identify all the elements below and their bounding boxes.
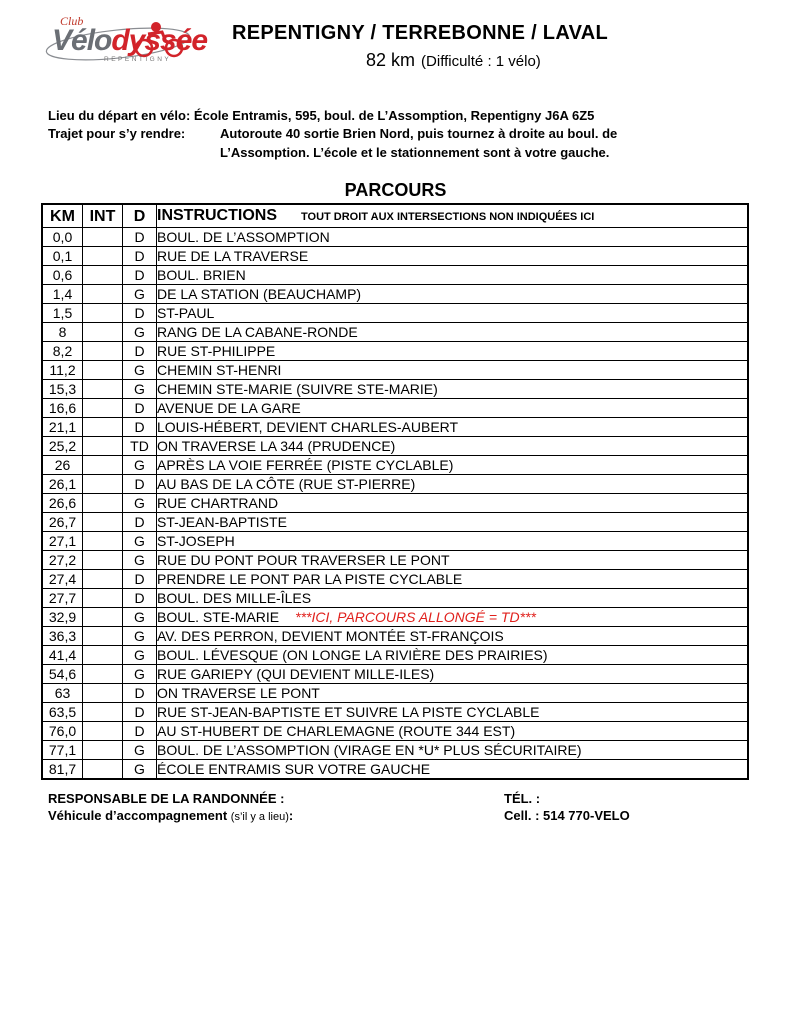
direction-cell: D xyxy=(123,589,157,608)
direction-cell: G xyxy=(123,646,157,665)
instruction-cell xyxy=(157,532,748,551)
direction-cell: D xyxy=(123,722,157,741)
instruction-cell xyxy=(157,551,748,570)
direction-cell: D xyxy=(123,570,157,589)
table-row xyxy=(43,570,748,589)
direction-cell: G xyxy=(123,532,157,551)
int-cell xyxy=(83,532,123,551)
parcours-title: PARCOURS xyxy=(344,180,447,200)
instruction-cell xyxy=(157,380,748,399)
int-cell xyxy=(83,494,123,513)
instruction-cell xyxy=(157,247,748,266)
int-cell xyxy=(83,342,123,361)
direction-cell: D xyxy=(123,513,157,532)
instruction-text: CHEMIN ST-HENRI xyxy=(157,361,282,378)
direction-cell: D xyxy=(123,475,157,494)
instruction-cell xyxy=(157,741,748,760)
km-cell: 8 xyxy=(43,323,83,342)
instruction-cell xyxy=(157,399,748,418)
instruction-text: ON TRAVERSE LA 344 (PRUDENCE) xyxy=(157,437,396,454)
int-cell xyxy=(83,551,123,570)
table-row xyxy=(43,760,748,779)
instruction-cell xyxy=(157,361,748,380)
table-row xyxy=(43,437,748,456)
table-row xyxy=(43,494,748,513)
direction-cell: G xyxy=(123,760,157,779)
instruction-text: CHEMIN STE-MARIE (SUIVRE STE-MARIE) xyxy=(157,380,438,397)
table-row xyxy=(43,703,748,722)
km-cell: 81,7 xyxy=(43,760,83,779)
instruction-text: DE LA STATION (BEAUCHAMP) xyxy=(157,285,362,302)
int-cell xyxy=(83,323,123,342)
instruction-cell xyxy=(157,570,748,589)
instruction-text: AU BAS DE LA CÔTE (RUE ST-PIERRE) xyxy=(157,475,416,492)
instruction-cell xyxy=(157,608,748,627)
direction-cell: G xyxy=(123,627,157,646)
table-row xyxy=(43,456,748,475)
trajet-line-2: L’Assomption. L’école et le stationnement sont à votre gauche. xyxy=(220,145,610,160)
int-cell xyxy=(83,285,123,304)
direction-cell: TD xyxy=(123,437,157,456)
instruction-text: ST-JOSEPH xyxy=(157,532,235,549)
table-row xyxy=(43,551,748,570)
instruction-text: RUE DU PONT POUR TRAVERSER LE PONT xyxy=(157,551,450,568)
table-row xyxy=(43,285,748,304)
header-instructions-label: INSTRUCTIONS xyxy=(157,206,277,224)
int-cell xyxy=(83,228,123,247)
table-row xyxy=(43,684,748,703)
km-cell: 76,0 xyxy=(43,722,83,741)
km-cell: 27,1 xyxy=(43,532,83,551)
instruction-cell xyxy=(157,456,748,475)
int-cell xyxy=(83,703,123,722)
trajet-value-1: Autoroute 40 sortie Brien Nord, puis tournez à droite au boul. de xyxy=(220,126,618,141)
vehicule-line xyxy=(48,808,293,823)
instruction-text: RUE ST-PHILIPPE xyxy=(157,342,276,359)
km-cell: 26,7 xyxy=(43,513,83,532)
km-cell: 15,3 xyxy=(43,380,83,399)
table-row xyxy=(43,608,748,627)
km-cell: 1,4 xyxy=(43,285,83,304)
int-cell xyxy=(83,475,123,494)
instruction-cell xyxy=(157,228,748,247)
instruction-text: RUE CHARTRAND xyxy=(157,494,279,511)
direction-cell: D xyxy=(123,228,157,247)
table-row xyxy=(43,532,748,551)
int-cell xyxy=(83,399,123,418)
int-cell xyxy=(83,266,123,285)
int-cell xyxy=(83,646,123,665)
int-cell xyxy=(83,456,123,475)
km-cell: 0,1 xyxy=(43,247,83,266)
table-row xyxy=(43,627,748,646)
instruction-text: AV. DES PERRON, DEVIENT MONTÉE ST-FRANÇOIS xyxy=(157,627,504,644)
int-cell xyxy=(83,437,123,456)
direction-cell: D xyxy=(123,684,157,703)
instruction-note: ***ICI, PARCOURS ALLONGÉ = TD*** xyxy=(295,608,536,625)
km-cell: 63,5 xyxy=(43,703,83,722)
table-row xyxy=(43,646,748,665)
instruction-text: APRÈS LA VOIE FERRÉE (PISTE CYCLABLE) xyxy=(157,456,454,473)
km-cell: 8,2 xyxy=(43,342,83,361)
km-cell: 36,3 xyxy=(43,627,83,646)
direction-cell: G xyxy=(123,456,157,475)
table-row xyxy=(43,342,748,361)
logo-wordmark xyxy=(52,24,207,58)
table-row xyxy=(43,722,748,741)
table-row xyxy=(43,665,748,684)
instruction-text: RUE GARIEPY (QUI DEVIENT MILLE-ILES) xyxy=(157,665,435,682)
int-cell xyxy=(83,304,123,323)
direction-cell: D xyxy=(123,304,157,323)
table-row xyxy=(43,361,748,380)
direction-cell: G xyxy=(123,608,157,627)
km-cell: 11,2 xyxy=(43,361,83,380)
header-instructions-note: TOUT DROIT AUX INTERSECTIONS NON INDIQUÉES ICI xyxy=(301,210,595,223)
int-cell xyxy=(83,608,123,627)
km-cell: 26 xyxy=(43,456,83,475)
direction-cell: G xyxy=(123,551,157,570)
km-cell: 0,0 xyxy=(43,228,83,247)
instruction-cell xyxy=(157,665,748,684)
table-row xyxy=(43,304,748,323)
instruction-cell xyxy=(157,418,748,437)
table-row xyxy=(43,418,748,437)
header-d: D xyxy=(123,205,157,228)
int-cell xyxy=(83,513,123,532)
int-cell xyxy=(83,361,123,380)
instruction-cell xyxy=(157,342,748,361)
direction-cell: D xyxy=(123,247,157,266)
km-cell: 77,1 xyxy=(43,741,83,760)
table-row xyxy=(43,380,748,399)
instruction-text: PRENDRE LE PONT PAR LA PISTE CYCLABLE xyxy=(157,570,463,587)
instruction-text: ST-PAUL xyxy=(157,304,215,321)
route-subtitle xyxy=(366,50,541,71)
depart-label: Lieu du départ en vélo: xyxy=(48,108,191,123)
table-row xyxy=(43,589,748,608)
cell-number: Cell. : 514 770-VELO xyxy=(504,808,630,823)
direction-cell: G xyxy=(123,380,157,399)
instruction-cell xyxy=(157,589,748,608)
club-velodyssee-logo xyxy=(44,14,208,72)
instruction-cell xyxy=(157,437,748,456)
table-row xyxy=(43,323,748,342)
route-distance: 82 km xyxy=(366,50,416,70)
instruction-cell xyxy=(157,513,748,532)
instruction-text: AVENUE DE LA GARE xyxy=(157,399,301,416)
instruction-cell xyxy=(157,760,748,779)
table-row xyxy=(43,475,748,494)
responsable-label: RESPONSABLE DE LA RANDONNÉE : xyxy=(48,791,285,806)
table-row xyxy=(43,399,748,418)
km-cell: 63 xyxy=(43,684,83,703)
table-row xyxy=(43,266,748,285)
instruction-text: AU ST-HUBERT DE CHARLEMAGNE (ROUTE 344 EST) xyxy=(157,722,516,739)
instruction-text: BOUL. STE-MARIE xyxy=(157,608,280,625)
instruction-text: ST-JEAN-BAPTISTE xyxy=(157,513,287,530)
header-int: INT xyxy=(83,205,123,228)
table-row xyxy=(43,741,748,760)
direction-cell: G xyxy=(123,665,157,684)
logo-subtitle: REPENTIGNY xyxy=(104,56,172,63)
instruction-cell xyxy=(157,285,748,304)
direction-cell: D xyxy=(123,703,157,722)
km-cell: 25,2 xyxy=(43,437,83,456)
instruction-cell xyxy=(157,703,748,722)
header-km: KM xyxy=(43,205,83,228)
instruction-cell xyxy=(157,627,748,646)
instruction-text: ÉCOLE ENTRAMIS SUR VOTRE GAUCHE xyxy=(157,760,431,777)
route-table xyxy=(42,204,748,779)
km-cell: 16,6 xyxy=(43,399,83,418)
header-instructions xyxy=(157,205,748,228)
direction-cell: D xyxy=(123,266,157,285)
instruction-cell xyxy=(157,266,748,285)
vehicule-label: Véhicule d’accompagnement xyxy=(48,808,228,823)
instruction-text: RUE DE LA TRAVERSE xyxy=(157,247,309,264)
km-cell: 27,7 xyxy=(43,589,83,608)
direction-cell: G xyxy=(123,741,157,760)
instruction-text: BOUL. DE L’ASSOMPTION xyxy=(157,228,330,245)
vehicule-colon: : xyxy=(288,808,294,823)
int-cell xyxy=(83,418,123,437)
logo-dyssee-text: dyssée xyxy=(111,24,208,57)
logo-club-text: Club xyxy=(60,14,84,28)
trajet-label: Trajet pour s’y rendre: xyxy=(48,126,186,141)
int-cell xyxy=(83,247,123,266)
instruction-cell xyxy=(157,494,748,513)
int-cell xyxy=(83,627,123,646)
instruction-text: BOUL. BRIEN xyxy=(157,266,246,283)
int-cell xyxy=(83,589,123,608)
logo-velo-text: Vélo xyxy=(52,24,112,57)
instruction-text: RUE ST-JEAN-BAPTISTE ET SUIVRE LA PISTE CYCLABLE xyxy=(157,703,540,720)
direction-cell: G xyxy=(123,494,157,513)
km-cell: 0,6 xyxy=(43,266,83,285)
km-cell: 54,6 xyxy=(43,665,83,684)
route-difficulty: (Difficulté : 1 vélo) xyxy=(421,53,541,70)
instruction-text: LOUIS-HÉBERT, DEVIENT CHARLES-AUBERT xyxy=(157,418,459,435)
km-cell: 41,4 xyxy=(43,646,83,665)
trajet-line xyxy=(48,126,617,141)
direction-cell: D xyxy=(123,342,157,361)
int-cell xyxy=(83,570,123,589)
table-row xyxy=(43,228,748,247)
vehicule-small: (s’il y a lieu) xyxy=(230,811,289,823)
int-cell xyxy=(83,741,123,760)
km-cell: 26,6 xyxy=(43,494,83,513)
instruction-text: RANG DE LA CABANE-RONDE xyxy=(157,323,358,340)
int-cell xyxy=(83,760,123,779)
int-cell xyxy=(83,380,123,399)
depart-line xyxy=(48,108,594,123)
instruction-cell xyxy=(157,722,748,741)
km-cell: 27,4 xyxy=(43,570,83,589)
km-cell: 1,5 xyxy=(43,304,83,323)
instruction-text: BOUL. DE L’ASSOMPTION (VIRAGE EN *U* PLUS SÉCURITAIRE) xyxy=(157,741,582,758)
table-row xyxy=(43,513,748,532)
direction-cell: G xyxy=(123,361,157,380)
direction-cell: G xyxy=(123,285,157,304)
int-cell xyxy=(83,684,123,703)
route-table-body xyxy=(43,228,748,779)
instruction-text: BOUL. LÉVESQUE (ON LONGE LA RIVIÈRE DES PRAIRIES) xyxy=(157,646,548,663)
table-row xyxy=(43,247,748,266)
instruction-cell xyxy=(157,646,748,665)
instruction-cell xyxy=(157,323,748,342)
page-title: REPENTIGNY / TERREBONNE / LAVAL xyxy=(232,22,608,44)
direction-cell: G xyxy=(123,323,157,342)
instruction-text: BOUL. DES MILLE-ÎLES xyxy=(157,589,312,606)
direction-cell: D xyxy=(123,399,157,418)
km-cell: 27,2 xyxy=(43,551,83,570)
table-header-row xyxy=(43,205,748,228)
instruction-cell xyxy=(157,684,748,703)
int-cell xyxy=(83,722,123,741)
depart-value: École Entramis, 595, boul. de L’Assomption, Repentigny J6A 6Z5 xyxy=(193,108,595,123)
instruction-text: ON TRAVERSE LE PONT xyxy=(157,684,320,701)
int-cell xyxy=(83,665,123,684)
tel-label: TÉL. : xyxy=(504,791,541,806)
direction-cell: D xyxy=(123,418,157,437)
km-cell: 32,9 xyxy=(43,608,83,627)
instruction-cell xyxy=(157,304,748,323)
instruction-cell xyxy=(157,475,748,494)
km-cell: 26,1 xyxy=(43,475,83,494)
km-cell: 21,1 xyxy=(43,418,83,437)
